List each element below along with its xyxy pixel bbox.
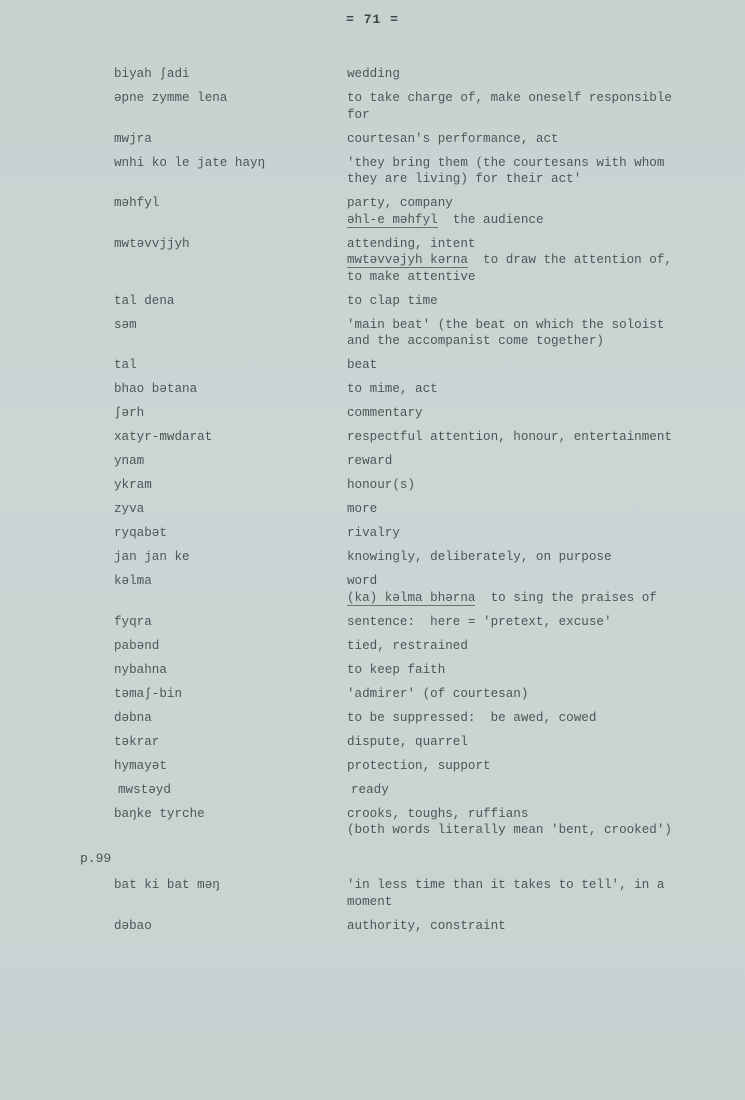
entry-term: mwjra xyxy=(114,131,152,146)
definition-line: respectful attention, honour, entertainment xyxy=(347,430,672,444)
entry-definition xyxy=(347,573,702,606)
definition-line: word xyxy=(347,574,378,588)
entry-term: pabənd xyxy=(114,638,160,653)
glossary-entry xyxy=(0,453,745,470)
entry-definition xyxy=(347,501,702,518)
definition-line: courtesan's performance, act xyxy=(347,131,559,146)
definition-line: to make attentive xyxy=(347,269,476,284)
definition-line: rivalry xyxy=(347,526,400,540)
subentry-phrase: mwtəvvəjyh kərna xyxy=(347,253,468,267)
definition-line: to keep faith xyxy=(347,662,446,677)
glossary-entry xyxy=(0,236,745,286)
subentry-line xyxy=(347,212,702,229)
entry-definition xyxy=(347,734,702,751)
subentry-phrase: (ka) kəlma bhərna xyxy=(347,590,476,605)
glossary-entry xyxy=(0,131,745,148)
glossary-entry xyxy=(0,573,745,606)
entry-term: bhao bətana xyxy=(114,382,198,396)
entry-definition xyxy=(347,381,702,398)
glossary-entry xyxy=(0,918,745,935)
definition-line: 'they bring them (the courtesans with whom xyxy=(347,155,665,170)
definition-line: ready xyxy=(351,782,389,797)
glossary-list xyxy=(0,66,745,839)
definition-line: attending, intent xyxy=(347,236,476,251)
entry-term: ʃərh xyxy=(114,406,145,420)
entry-definition xyxy=(351,782,706,799)
entry-term: təmaʃ-bin xyxy=(114,686,183,701)
entry-term: xatyr-mwdarat xyxy=(114,430,213,444)
glossary-entry xyxy=(0,66,745,83)
definition-line: (both words literally mean 'bent, crooked') xyxy=(347,823,672,837)
entry-definition xyxy=(347,236,702,286)
definition-line: reward xyxy=(347,454,393,468)
glossary-entry xyxy=(0,614,745,631)
glossary-entry xyxy=(0,90,745,123)
definition-line: wedding xyxy=(347,67,400,81)
entry-definition xyxy=(347,429,702,446)
entry-definition xyxy=(347,66,702,83)
entry-term: əpne zymme lena xyxy=(114,91,228,105)
definition-line: 'main beat' (the beat on which the soloist xyxy=(347,317,665,332)
entry-term: kəlma xyxy=(114,574,152,588)
definition-line: to clap time xyxy=(347,293,438,308)
glossary-entry xyxy=(0,381,745,398)
definition-line: to take charge of, make oneself responsible xyxy=(347,91,672,105)
glossary-entry xyxy=(0,806,745,839)
entry-definition xyxy=(347,549,702,566)
definition-line: sentence: here = 'pretext, excuse' xyxy=(347,614,612,629)
glossary-entry xyxy=(0,638,745,655)
definition-line: party, company xyxy=(347,196,453,210)
definition-line: commentary xyxy=(347,406,423,420)
definition-line: tied, restrained xyxy=(347,638,468,653)
glossary-entry xyxy=(0,195,745,228)
glossary-entry xyxy=(0,293,745,310)
entry-term: wnhi ko le jate hayŋ xyxy=(114,155,266,170)
definition-line: more xyxy=(347,502,378,516)
definition-line: crooks, toughs, ruffians xyxy=(347,806,529,821)
glossary-entry xyxy=(0,525,745,542)
entry-term: ynam xyxy=(114,454,145,468)
entry-definition xyxy=(347,453,702,470)
entry-definition xyxy=(347,686,702,703)
entry-definition xyxy=(347,758,702,775)
entry-definition xyxy=(347,710,702,727)
glossary-entry xyxy=(0,357,745,374)
entry-term: fyqra xyxy=(114,614,152,629)
subentry-gloss: to draw the attention of, xyxy=(467,253,672,267)
definition-line: 'in less time than it takes to tell', in a xyxy=(347,878,665,892)
entry-definition xyxy=(347,293,702,310)
glossary-entry xyxy=(0,155,745,188)
glossary-entry xyxy=(0,662,745,679)
subentry-gloss: the audience xyxy=(437,212,544,227)
entry-definition xyxy=(347,90,702,123)
entry-term: jan jan ke xyxy=(114,550,190,564)
definition-line: beat xyxy=(347,358,378,372)
glossary-entry xyxy=(0,877,745,910)
glossary-entry xyxy=(0,758,745,775)
entry-term: dəbna xyxy=(114,710,152,725)
glossary-entry xyxy=(0,734,745,751)
glossary-entry xyxy=(0,429,745,446)
entry-term: baŋke tyrche xyxy=(114,806,205,821)
entry-term: tal dena xyxy=(114,293,175,308)
subentry-line xyxy=(347,590,702,607)
entry-definition xyxy=(347,195,702,228)
entry-definition xyxy=(347,131,702,148)
entry-term: səm xyxy=(114,317,137,332)
definition-line: authority, constraint xyxy=(347,918,506,933)
subentry-line xyxy=(347,252,702,269)
entry-term: ryqabət xyxy=(114,526,167,540)
entry-definition xyxy=(347,405,702,422)
glossary-entry xyxy=(0,405,745,422)
entry-term: mwstəyd xyxy=(118,782,171,797)
entry-term: təkrar xyxy=(114,734,160,749)
definition-line: 'admirer' (of courtesan) xyxy=(347,686,529,701)
glossary-entry xyxy=(0,710,745,727)
section-label: p.99 xyxy=(80,850,112,866)
glossary-entry xyxy=(0,549,745,566)
definition-line: they are living) for their act' xyxy=(347,172,582,186)
definition-line: moment xyxy=(347,894,393,909)
entry-term: tal xyxy=(114,358,137,372)
entry-definition xyxy=(347,155,702,188)
definition-line: for xyxy=(347,107,370,122)
glossary-list-2 xyxy=(0,877,745,934)
page-number: = 71 = xyxy=(346,12,399,27)
glossary-entry xyxy=(0,501,745,518)
entry-definition xyxy=(347,662,702,679)
glossary-entry xyxy=(0,317,745,350)
definition-line: to be suppressed: be awed, cowed xyxy=(347,710,597,725)
glossary-entry xyxy=(0,686,745,703)
definition-line: honour(s) xyxy=(347,478,416,492)
definition-line: to mime, act xyxy=(347,382,438,396)
entry-definition xyxy=(347,806,702,839)
entry-definition xyxy=(347,357,702,374)
entry-term: bat ki bat məŋ xyxy=(114,878,220,892)
entry-definition xyxy=(347,614,702,631)
subentry-gloss: to sing the praises of xyxy=(475,590,657,605)
entry-term: zyva xyxy=(114,502,145,516)
entry-definition xyxy=(347,525,702,542)
entry-term: dəbao xyxy=(114,918,152,933)
subentry-phrase: əhl-e məhfyl xyxy=(347,212,438,227)
entry-definition xyxy=(347,477,702,494)
entry-definition xyxy=(347,918,702,935)
glossary-entry xyxy=(0,477,745,494)
entry-term: hymayət xyxy=(114,758,167,773)
entry-definition xyxy=(347,317,702,350)
definition-line: knowingly, deliberately, on purpose xyxy=(347,550,612,564)
entry-definition xyxy=(347,638,702,655)
entry-term: ykram xyxy=(114,478,152,492)
entry-definition xyxy=(347,877,702,910)
entry-term: məhfyl xyxy=(114,196,160,210)
entry-term: nybahna xyxy=(114,662,167,677)
definition-line: dispute, quarrel xyxy=(347,734,468,749)
glossary xyxy=(0,66,745,942)
entry-term: mwtəvvjjyh xyxy=(114,236,190,251)
glossary-entry xyxy=(0,782,745,799)
definition-line: protection, support xyxy=(347,758,491,773)
definition-line: and the accompanist come together) xyxy=(347,334,604,348)
entry-term: biyah ʃadi xyxy=(114,67,190,81)
